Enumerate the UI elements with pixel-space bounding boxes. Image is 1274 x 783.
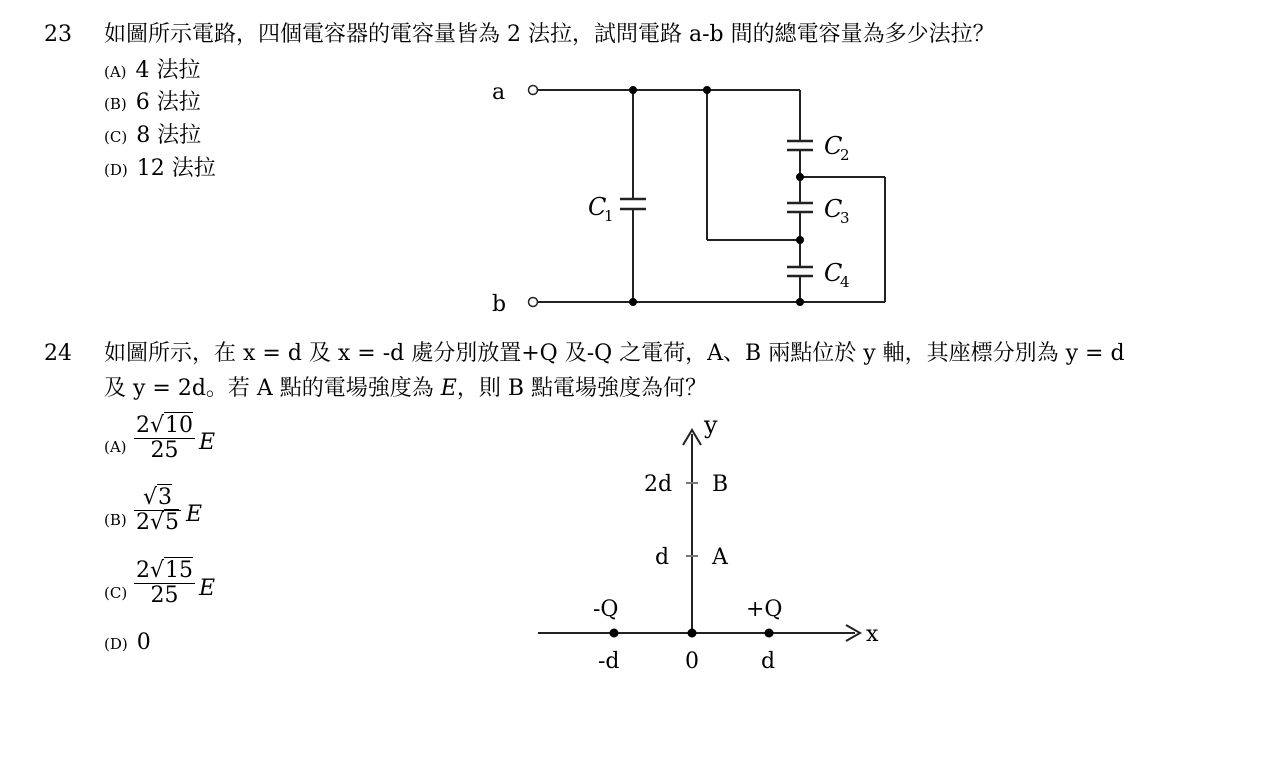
neg-charge-label: -Q: [593, 597, 619, 622]
c4-subscript: 4: [840, 273, 850, 291]
stem-text: ，則 B 點電場強度為何？: [456, 376, 708, 401]
denominator: 25: [150, 583, 179, 608]
option-text: 4 法拉: [135, 58, 201, 83]
tick-d-label: d: [655, 545, 670, 570]
c3-subscript: 3: [840, 209, 850, 227]
option-label: (D): [104, 161, 128, 179]
question-stem-line2: [104, 376, 707, 402]
question-stem: 如圖所示電路，四個電容器的電容量皆為 2 法拉，試問電路 a-b 間的總電容量為多少法拉？: [104, 22, 995, 47]
junction-dot: [629, 86, 637, 94]
junction-dot: [796, 173, 804, 181]
option-a[interactable]: [104, 58, 201, 85]
x-axis-label: x: [866, 622, 879, 647]
option-variable: E: [199, 576, 216, 601]
y-axis-arrow: [683, 430, 701, 445]
neg-charge-dot: [610, 629, 619, 638]
question-number: 23: [44, 22, 72, 47]
fraction: [134, 559, 195, 608]
numerator: 2√15: [136, 558, 194, 583]
tick-2d-label: 2d: [644, 472, 673, 497]
question-stem-line1: 如圖所示，在 x = d 及 x = -d 處分別放置+Q 及-Q 之電荷，A、B 兩點位於 y 軸，其座標分別為 y = d: [104, 341, 1125, 366]
option-variable: E: [199, 430, 216, 455]
x-axis-arrow: [846, 625, 860, 641]
option-label: (A): [104, 438, 127, 456]
stem-variable: E: [440, 376, 457, 401]
fraction: [134, 486, 181, 535]
c4-label: C: [824, 259, 843, 287]
option-text: 12 法拉: [136, 156, 216, 181]
option-label: (A): [104, 63, 127, 81]
c1-label: C: [588, 193, 607, 221]
c3-label: C: [824, 195, 843, 223]
stem-text: 及 y = 2d。若 A 點的電場強度為: [104, 376, 441, 401]
c2-label: C: [824, 132, 843, 160]
x-zero-label: 0: [685, 649, 699, 674]
option-d[interactable]: [104, 630, 151, 657]
question-number: 24: [44, 341, 72, 366]
option-text: 8 法拉: [136, 123, 202, 148]
pos-charge-label: +Q: [746, 597, 783, 622]
option-label: (B): [104, 95, 127, 113]
y-axis-label: y: [704, 411, 718, 439]
junction-dot: [629, 298, 637, 306]
denominator: 2√5: [136, 510, 180, 535]
option-label: (C): [104, 128, 128, 146]
option-label: (B): [104, 511, 127, 529]
numerator: √3: [134, 486, 181, 511]
option-text: 6 法拉: [135, 90, 201, 115]
terminal-b-label: b: [492, 292, 507, 317]
origin-dot: [688, 629, 697, 638]
option-label: (C): [104, 584, 128, 602]
c2-subscript: 2: [840, 146, 850, 164]
option-c[interactable]: [104, 123, 201, 150]
terminal-a-circle: [529, 86, 538, 95]
option-label: (D): [104, 635, 128, 653]
option-b[interactable]: [104, 90, 201, 117]
junction-dot: [703, 86, 711, 94]
terminal-a-label: a: [492, 80, 506, 105]
option-variable: E: [186, 502, 203, 527]
numerator: 2√10: [136, 413, 194, 438]
fraction: [134, 414, 195, 463]
denominator: 25: [150, 438, 179, 463]
option-text: 0: [136, 630, 151, 655]
c1-subscript: 1: [604, 207, 614, 225]
x-neg-d-label: -d: [598, 649, 620, 674]
terminal-b-circle: [529, 298, 538, 307]
point-a-label: A: [712, 545, 728, 570]
junction-dot: [796, 236, 804, 244]
pos-charge-dot: [765, 629, 774, 638]
option-d[interactable]: [104, 156, 216, 183]
point-b-label: B: [712, 472, 729, 497]
junction-dot: [796, 298, 804, 306]
x-pos-d-label: d: [761, 649, 776, 674]
